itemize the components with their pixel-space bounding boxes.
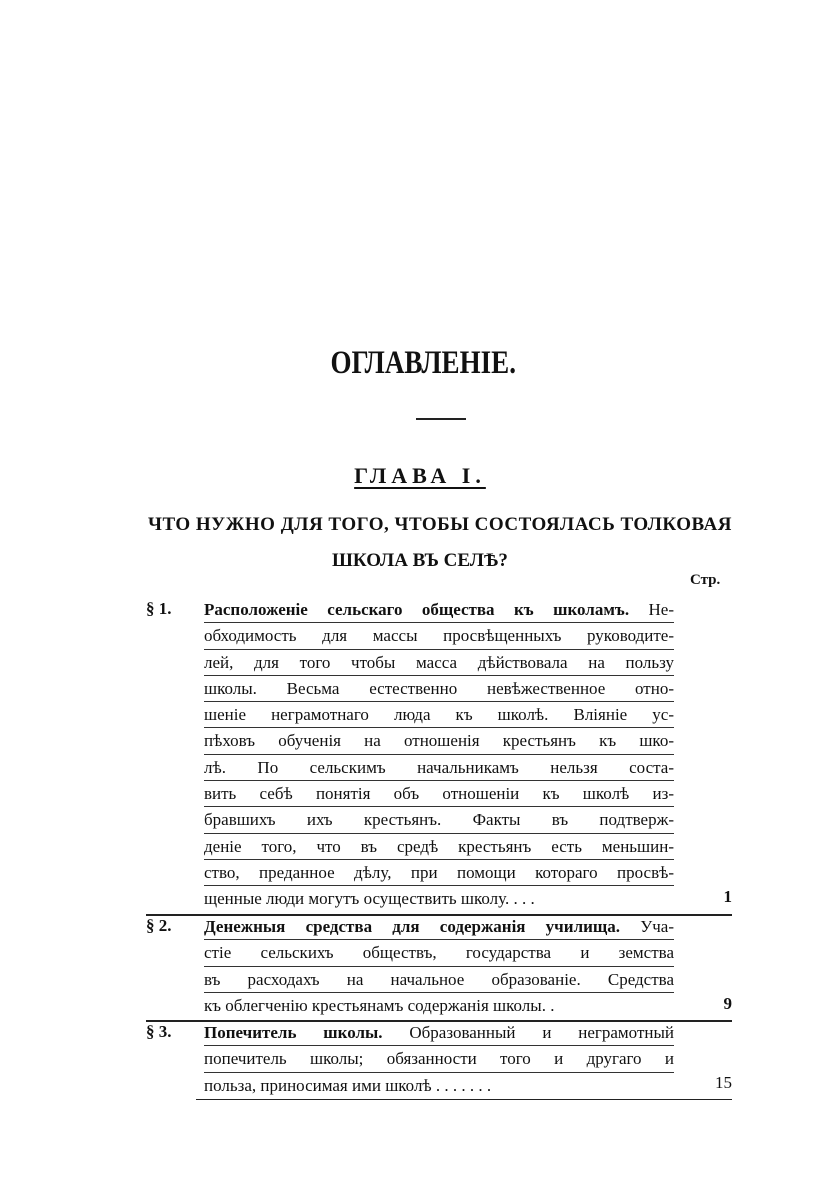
toc-entry-1 <box>146 597 732 917</box>
toc-entry-3 <box>146 1020 732 1104</box>
toc-entry-number: § 3. <box>146 1022 172 1041</box>
chapter-heading <box>0 463 840 489</box>
toc-entry-text <box>204 597 674 913</box>
toc-line: лѣ. По сельскимъ начальникамъ нельзя соста- <box>204 755 674 781</box>
toc-line: шеніе неграмотнаго люда къ школѣ. Вліяніе ус- <box>204 702 674 728</box>
toc-page-number: 9 <box>723 994 732 1013</box>
chapter-subtitle-line-1: ЧТО НУЖНО ДЛЯ ТОГО, ЧТОБЫ СОСТОЯЛАСЬ ТОЛКОВАЯ <box>148 514 732 535</box>
toc-entry-text <box>204 1020 674 1099</box>
toc-entry-number: § 1. <box>146 599 172 618</box>
toc-line: къ облегченію крестьянамъ содержанія школы. . <box>204 995 555 1015</box>
toc-page-number: 15 <box>715 1073 732 1092</box>
chapter-heading-text: ГЛАВА I. <box>354 463 486 488</box>
toc-line: Не- <box>648 600 674 619</box>
toc-entry-2 <box>146 914 732 1024</box>
toc-line: польза, приносимая ими школѣ . . . . . . . <box>204 1075 492 1095</box>
toc-page-number: 1 <box>723 887 732 906</box>
toc-entry-number: § 2. <box>146 916 172 935</box>
toc-line: лей, для того чтобы масса дѣйствовала на пользу <box>204 650 674 676</box>
title-divider <box>416 418 466 420</box>
toc-entry-heading: Попечитель школы. <box>204 1023 383 1042</box>
page-title: ОГЛАВЛЕНІЕ. <box>330 345 516 381</box>
toc-line: бравшихъ ихъ крестьянъ. Факты въ подтверж- <box>204 807 674 833</box>
toc-line: школы. Весьма естественно невѣжественное отно- <box>204 676 674 702</box>
toc-line: щенные люди могутъ осуществить школу. . . . <box>204 889 535 909</box>
page-column-label: Стр. <box>690 572 721 588</box>
toc-line: деніе того, что въ средѣ крестьянъ есть меньшин- <box>204 834 674 860</box>
toc-entry-heading: Денежныя средства для содержанія училища. <box>204 917 621 936</box>
toc-line: въ расходахъ на начальное образованіе. Средства <box>204 967 674 993</box>
entry-separator <box>196 1099 732 1100</box>
toc-line: попечитель школы; обязанности того и другаго и <box>204 1046 674 1072</box>
chapter-subtitle-line-2: ШКОЛА ВЪ СЕЛѢ? <box>332 550 508 571</box>
toc-line: пѣховъ обученія на отношенія крестьянъ къ шко- <box>204 728 674 754</box>
toc-line: Образованный и неграмотный <box>409 1023 674 1042</box>
toc-line: ство, преданное дѣлу, при помощи котораго просвѣ- <box>204 860 674 886</box>
toc-entry-text <box>204 914 674 1019</box>
toc-entry-heading: Расположеніе сельскаго общества къ школамъ. <box>204 600 630 619</box>
toc-line: стіе сельскихъ обществъ, государства и земства <box>204 940 674 966</box>
toc-line: обходимость для массы просвѣщенныхъ руководите- <box>204 623 674 649</box>
toc-line: вить себѣ понятія объ отношеніи къ школѣ из- <box>204 781 674 807</box>
toc-line: Уча- <box>640 917 674 936</box>
